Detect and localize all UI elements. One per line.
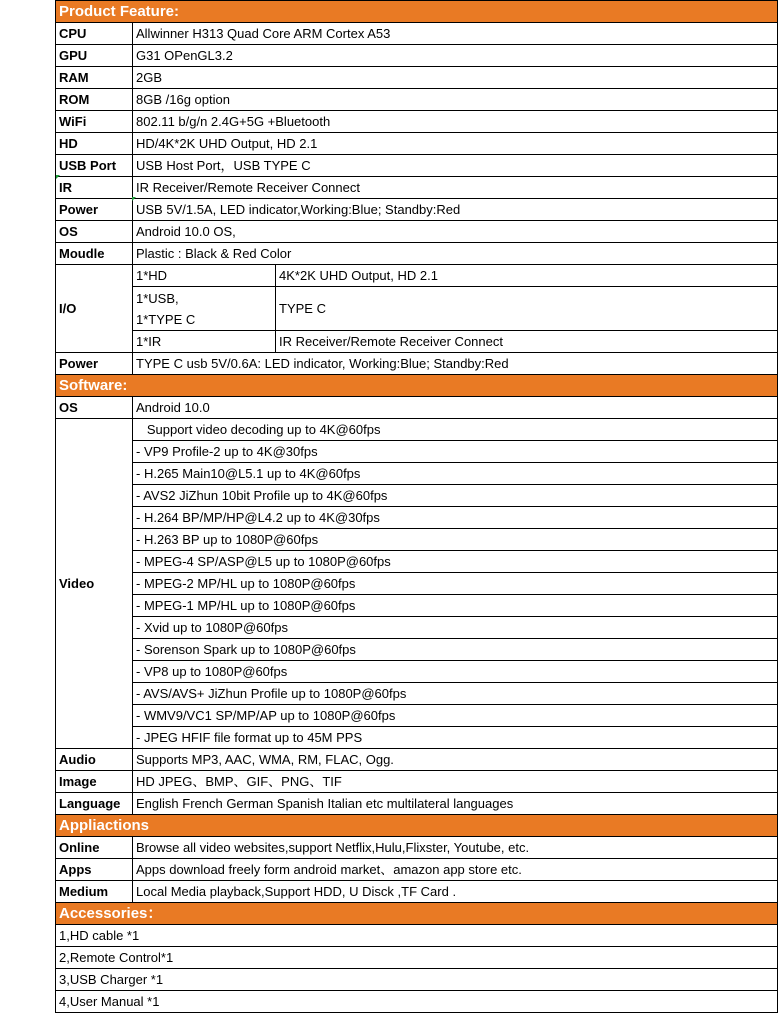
video-codec: - MPEG-1 MP/HL up to 1080P@60fps: [133, 595, 778, 617]
spec-row: [56, 749, 778, 771]
section-header-applications: Appliactions: [56, 815, 778, 837]
spec-label: HD: [56, 133, 133, 155]
spec-value: 8GB /16g option: [133, 89, 778, 111]
spec-label: USB Port: [56, 155, 133, 177]
section-header-product: Product Feature:: [56, 1, 778, 23]
section-row-accessories: [56, 903, 778, 925]
spec-value: Supports MP3, AAC, WMA, RM, FLAC, Ogg.: [133, 749, 778, 771]
video-label: Video: [56, 419, 133, 749]
accessory-row: [56, 969, 778, 991]
spec-value: IR Receiver/Remote Receiver Connect: [133, 177, 778, 199]
section-row-applications: [56, 815, 778, 837]
io-desc: TYPE C: [276, 287, 778, 331]
video-codec: - VP8 up to 1080P@60fps: [133, 661, 778, 683]
spec-row: [56, 67, 778, 89]
video-codec: - VP9 Profile-2 up to 4K@30fps: [133, 441, 778, 463]
accessory-row: [56, 991, 778, 1013]
video-codec: - WMV9/VC1 SP/MP/AP up to 1080P@60fps: [133, 705, 778, 727]
spec-label: Power: [56, 199, 133, 221]
spec-value: Local Media playback,Support HDD, U Disck ,TF Card .: [133, 881, 778, 903]
spec-label: OS: [56, 397, 133, 419]
io-port-line: 1*USB,: [136, 290, 179, 306]
spec-row: [56, 111, 778, 133]
spec-value: 802.11 b/g/n 2.4G+5G +Bluetooth: [133, 111, 778, 133]
spec-table: [55, 0, 778, 1013]
io-port: [133, 287, 276, 331]
spec-label: Online: [56, 837, 133, 859]
io-port-line: 1*TYPE C: [136, 311, 196, 327]
spec-value: USB Host Port，USB TYPE C: [133, 155, 778, 177]
video-codec: - AVS/AVS+ JiZhun Profile up to 1080P@60fps: [133, 683, 778, 705]
cell-marker-icon: [56, 175, 60, 179]
spec-row: [56, 881, 778, 903]
spec-row: [56, 45, 778, 67]
spec-value: English French German Spanish Italian etc multilateral languages: [133, 793, 778, 815]
io-port: 1*IR: [133, 331, 276, 353]
spec-value: Plastic : Black & Red Color: [133, 243, 778, 265]
spec-value: USB 5V/1.5A, LED indicator,Working:Blue; Standby:Red: [133, 199, 778, 221]
spec-label: Language: [56, 793, 133, 815]
video-codec: - Sorenson Spark up to 1080P@60fps: [133, 639, 778, 661]
spec-row: [56, 221, 778, 243]
spec-value: G31 OPenGL3.2: [133, 45, 778, 67]
accessory-row: [56, 925, 778, 947]
video-codec: - H.264 BP/MP/HP@L4.2 up to 4K@30fps: [133, 507, 778, 529]
video-row: [56, 507, 778, 529]
spec-label: IR: [56, 177, 133, 199]
video-row: [56, 573, 778, 595]
video-codec: - AVS2 JiZhun 10bit Profile up to 4K@60fps: [133, 485, 778, 507]
cell-marker-icon: [132, 197, 136, 201]
video-row: [56, 485, 778, 507]
video-codec: - MPEG-4 SP/ASP@L5 up to 1080P@60fps: [133, 551, 778, 573]
io-port: 1*HD: [133, 265, 276, 287]
spec-value: Browse all video websites,support Netflix,Hulu,Flixster, Youtube, etc.: [133, 837, 778, 859]
spec-label: Apps: [56, 859, 133, 881]
video-row: [56, 727, 778, 749]
spec-row: [56, 859, 778, 881]
video-codec: - Xvid up to 1080P@60fps: [133, 617, 778, 639]
section-row-software: [56, 375, 778, 397]
spec-row: [56, 397, 778, 419]
accessory-item: 1,HD cable *1: [56, 925, 778, 947]
spec-row: [56, 155, 778, 177]
accessory-item: 2,Remote Control*1: [56, 947, 778, 969]
spec-row: [56, 243, 778, 265]
io-row: [56, 287, 778, 331]
spec-row: [56, 837, 778, 859]
video-row: [56, 639, 778, 661]
spec-value: Android 10.0 OS,: [133, 221, 778, 243]
video-codec: - JPEG HFIF file format up to 45M PPS: [133, 727, 778, 749]
video-row: [56, 595, 778, 617]
spec-row: [56, 23, 778, 45]
spec-row: [56, 771, 778, 793]
spec-label: Image: [56, 771, 133, 793]
video-codec: - MPEG-2 MP/HL up to 1080P@60fps: [133, 573, 778, 595]
spec-row: [56, 89, 778, 111]
spec-value: Android 10.0: [133, 397, 778, 419]
section-header-accessories: Accessories：: [56, 903, 778, 925]
spec-label: Medium: [56, 881, 133, 903]
video-codec: - H.263 BP up to 1080P@60fps: [133, 529, 778, 551]
section-header-software: Software:: [56, 375, 778, 397]
spec-label: Moudle: [56, 243, 133, 265]
video-row: [56, 661, 778, 683]
section-row-product: [56, 1, 778, 23]
video-row: [56, 419, 778, 441]
video-row: [56, 551, 778, 573]
spec-row: [56, 793, 778, 815]
io-desc: IR Receiver/Remote Receiver Connect: [276, 331, 778, 353]
io-desc: 4K*2K UHD Output, HD 2.1: [276, 265, 778, 287]
io-row: [56, 265, 778, 287]
spec-label: RAM: [56, 67, 133, 89]
video-row: [56, 463, 778, 485]
spec-value: 2GB: [133, 67, 778, 89]
io-row: [56, 331, 778, 353]
spec-value: TYPE C usb 5V/0.6A: LED indicator, Working:Blue; Standby:Red: [133, 353, 778, 375]
spec-label: ROM: [56, 89, 133, 111]
video-codec: Support video decoding up to 4K@60fps: [133, 419, 778, 441]
io-label: I/O: [56, 265, 133, 353]
accessory-item: 3,USB Charger *1: [56, 969, 778, 991]
spec-label: Power: [56, 353, 133, 375]
spec-label: Audio: [56, 749, 133, 771]
video-row: [56, 617, 778, 639]
video-row: [56, 683, 778, 705]
spec-label: CPU: [56, 23, 133, 45]
video-row: [56, 529, 778, 551]
video-row: [56, 705, 778, 727]
spec-row: [56, 199, 778, 221]
spec-value: HD JPEG、BMP、GIF、PNG、TIF: [133, 771, 778, 793]
video-row: [56, 441, 778, 463]
accessory-row: [56, 947, 778, 969]
spec-value: Apps download freely form android market、amazon app store etc.: [133, 859, 778, 881]
spec-row: [56, 177, 778, 199]
spec-row: [56, 353, 778, 375]
spec-value: HD/4K*2K UHD Output, HD 2.1: [133, 133, 778, 155]
spec-label: OS: [56, 221, 133, 243]
video-codec: - H.265 Main10@L5.1 up to 4K@60fps: [133, 463, 778, 485]
spec-row: [56, 133, 778, 155]
spec-label: WiFi: [56, 111, 133, 133]
accessory-item: 4,User Manual *1: [56, 991, 778, 1013]
spec-label: GPU: [56, 45, 133, 67]
spec-value: Allwinner H313 Quad Core ARM Cortex A53: [133, 23, 778, 45]
